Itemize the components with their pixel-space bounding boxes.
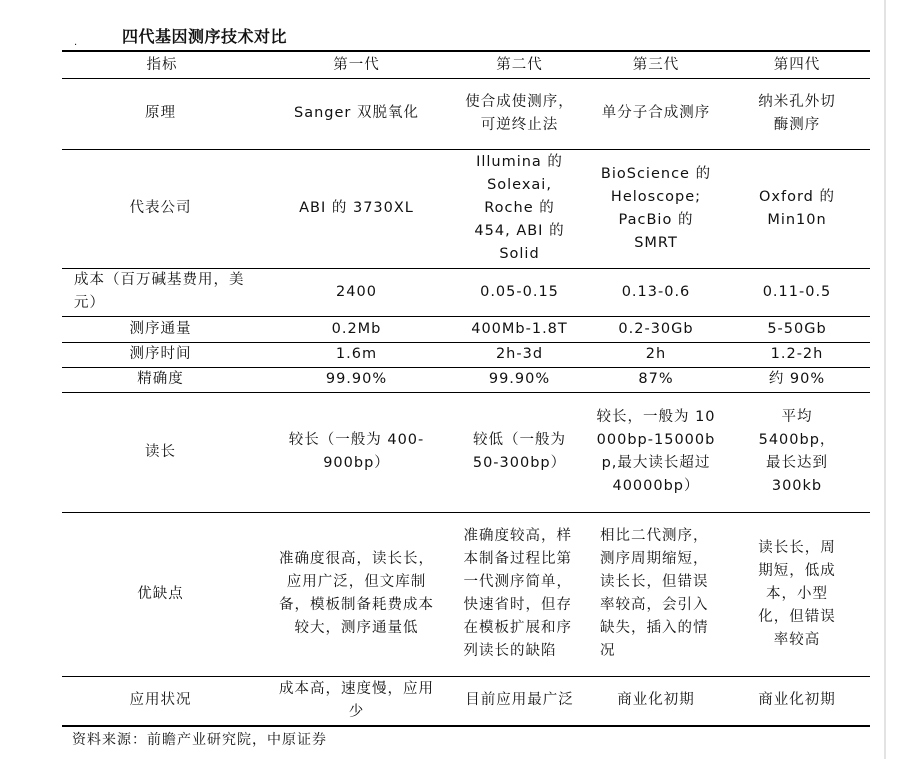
- row-accuracy: [62, 367, 870, 392]
- cell-gen-1: [262, 342, 451, 367]
- cell-gen-1: [262, 512, 451, 676]
- cell-gen-1: [262, 78, 451, 149]
- row-label: 成本（百万碱基费用，美元）: [62, 268, 262, 316]
- cell-gen-4: [724, 149, 870, 268]
- cell-gen-4: [724, 512, 870, 676]
- cell-text: 成本高，速度慢，应用少: [279, 680, 434, 720]
- cell-gen-3: [588, 268, 724, 316]
- cell-text: 1.6m: [335, 346, 378, 362]
- cell-gen-1: [262, 316, 451, 342]
- row-label: 代表公司: [62, 149, 262, 268]
- row-read-length: [62, 392, 870, 512]
- cell-text: 2h-3d: [495, 346, 544, 362]
- row-pros-cons: [62, 512, 870, 676]
- page-edge: [884, 0, 886, 759]
- cell-gen-2: [451, 676, 588, 726]
- cell-text: Sanger 双脱氧化: [294, 105, 419, 121]
- cell-text: 0.2Mb: [331, 320, 382, 337]
- cell-text: ABI 的 3730XL: [299, 200, 414, 216]
- cell-text: 较低（一般为 50-300bp）: [472, 432, 567, 471]
- row-label: 优缺点: [62, 512, 262, 676]
- cell-gen-4: [724, 78, 870, 149]
- cell-text: 87%: [638, 371, 674, 387]
- cell-gen-2: [451, 268, 588, 316]
- cell-text: 单分子合成测序: [601, 105, 711, 121]
- cell-gen-4: [724, 268, 870, 316]
- cell-gen-2: [451, 512, 588, 676]
- cell-text: 99.90%: [325, 371, 388, 387]
- cell-gen-1: [262, 268, 451, 316]
- cell-gen-1: [262, 676, 451, 726]
- source-note: 资料来源：前瞻产业研究院，中原证券: [72, 732, 327, 748]
- caption-dot: .: [74, 37, 78, 48]
- cell-text: 0.05-0.15: [480, 283, 559, 300]
- cell-gen-2: [451, 392, 588, 512]
- row-label: 应用状况: [62, 676, 262, 726]
- cell-text: Illumina 的 Solexai, Roche 的 454, ABI 的 Solid: [474, 154, 565, 262]
- cell-gen-4: [724, 392, 870, 512]
- cell-text: 准确度很高，读长长，应用广泛，但文库制备，模板制备耗费成本较大，测序通量低: [279, 551, 434, 636]
- table-caption: 四代基因测序技术对比: [122, 27, 288, 46]
- cell-text: 5-50Gb: [767, 320, 827, 337]
- cell-text: 99.90%: [488, 371, 551, 387]
- row-company: [62, 149, 870, 268]
- cell-gen-3: [588, 367, 724, 392]
- table-header-row: [62, 51, 870, 78]
- cell-text: 2400: [336, 283, 377, 300]
- cell-gen-3: [588, 392, 724, 512]
- cell-gen-4: [724, 367, 870, 392]
- cell-text: 使合成使测序，可逆终止法: [465, 93, 574, 133]
- cell-text: 1.2-2h: [770, 346, 824, 362]
- cell-text: 读长长，周期短，低成本，小型化，但错误率较高: [758, 539, 836, 648]
- cell-gen-4: [724, 676, 870, 726]
- row-label: 读长: [62, 392, 262, 512]
- cell-text: 约 90%: [768, 371, 826, 387]
- cell-gen-1: [262, 149, 451, 268]
- cell-text: 较长，一般为 10000bp-15000bp,最大读长超过 40000bp）: [596, 409, 716, 494]
- cell-gen-2: [451, 316, 588, 342]
- cell-text: 商业化初期: [758, 692, 836, 709]
- cell-text: BioScience 的 Heloscope; PacBio 的 SMRT: [600, 165, 712, 251]
- cell-text: 0.13-0.6: [621, 283, 691, 300]
- row-label: 测序时间: [62, 342, 262, 367]
- header-gen-4: 第四代: [724, 51, 870, 78]
- cell-text: 纳米孔外切酶测序: [758, 93, 836, 133]
- comparison-table: [62, 50, 870, 727]
- cell-gen-3: [588, 512, 724, 676]
- cell-text: 平均 5400bp，最长达到 300kb: [758, 409, 836, 494]
- header-gen-1: 第一代: [262, 51, 451, 78]
- cell-gen-2: [451, 367, 588, 392]
- cell-text: 目前应用最广泛: [465, 692, 574, 709]
- cell-gen-2: [451, 149, 588, 268]
- row-throughput: [62, 316, 870, 342]
- header-gen-3: 第三代: [588, 51, 724, 78]
- cell-text: 准确度较高，样本制备过程比第一代测序简单，快速省时，但存在模板扩展和序列读长的缺陷: [463, 528, 572, 659]
- row-label: 原理: [62, 78, 262, 149]
- header-gen-2: 第二代: [451, 51, 588, 78]
- cell-gen-3: [588, 78, 724, 149]
- row-principle: [62, 78, 870, 149]
- cell-gen-3: [588, 316, 724, 342]
- row-label: 精确度: [62, 367, 262, 392]
- cell-gen-2: [451, 78, 588, 149]
- header-metric: 指标: [62, 51, 262, 78]
- cell-gen-4: [724, 342, 870, 367]
- row-label: 测序通量: [62, 316, 262, 342]
- row-time: [62, 342, 870, 367]
- cell-text: 0.2-30Gb: [618, 320, 694, 337]
- cell-text: 相比二代测序，测序周期缩短，读长长，但错误率较高，会引入缺失，插入的情况: [600, 528, 709, 659]
- cell-gen-1: [262, 392, 451, 512]
- cell-text: 商业化初期: [617, 692, 695, 709]
- cell-gen-2: [451, 342, 588, 367]
- cell-text: 2h: [645, 346, 667, 362]
- cell-gen-3: [588, 149, 724, 268]
- row-application: [62, 676, 870, 726]
- cell-gen-3: [588, 342, 724, 367]
- cell-gen-1: [262, 367, 451, 392]
- cell-text: Oxford 的 Min10n: [759, 188, 835, 228]
- cell-text: 400Mb-1.8T: [471, 320, 568, 337]
- cell-gen-3: [588, 676, 724, 726]
- cell-text: 0.11-0.5: [762, 283, 832, 300]
- row-cost: [62, 268, 870, 316]
- cell-text: 较长（一般为 400-900bp）: [288, 432, 425, 471]
- cell-gen-4: [724, 316, 870, 342]
